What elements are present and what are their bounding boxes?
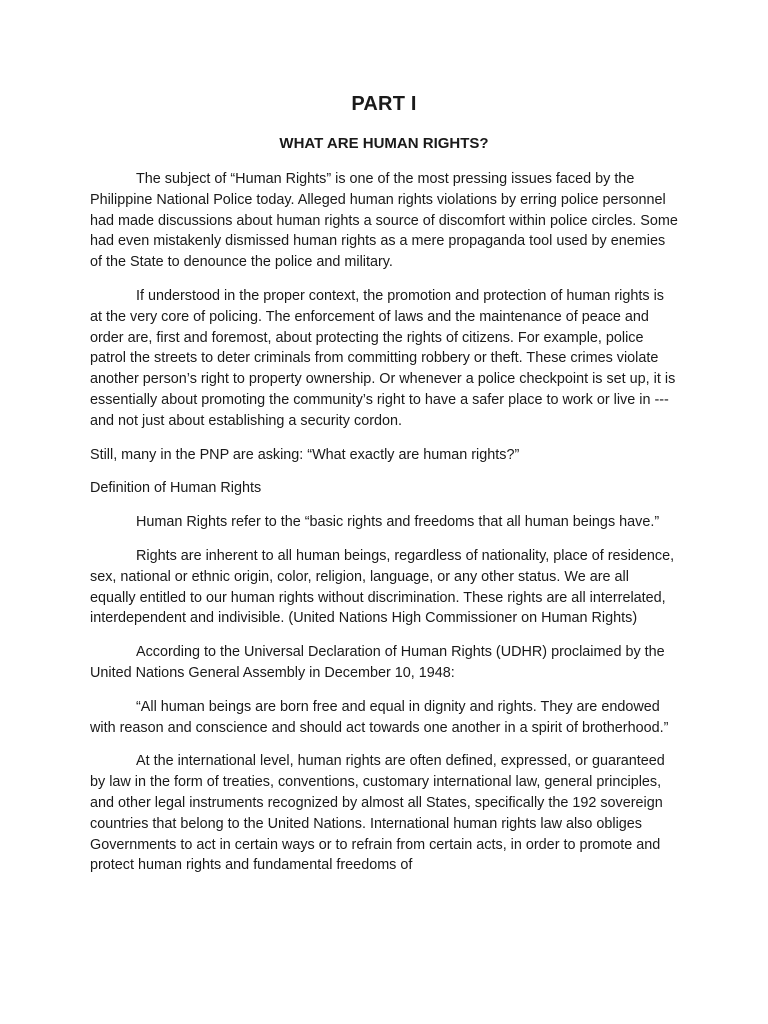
paragraph-subject: The subject of “Human Rights” is one of the most pressing issues faced by the Philippine National Police today. Alleged human rights violations by erring police personnel had made discussions about human rights a source of discomfort within police circles. Some had even mistakenly dismissed human rights as a mere propaganda tool used by enemies of the State to denounce the police and military.: [90, 171, 678, 271]
paragraph-question: Still, many in the PNP are asking: “What exactly are human rights?”: [90, 446, 520, 463]
paragraph-context: If understood in the proper context, the promotion and protection of human rights is at the very core of policing. The enforcement of laws and the maintenance of peace and order are, first and foremost, about protecting the rights of citizens. For example, police patrol the streets to deter criminals from committing robbery or theft. These crimes violate another person’s right to property ownership. Or whenever a police checkpoint is set up, it is essentially about promoting the community’s right to have a safer place to work or live in --- and not just about establishing a security cordon.: [90, 287, 676, 429]
paragraph-udhr: According to the Universal Declaration of Human Rights (UDHR) proclaimed by the United Nations General Assembly in December 10, 1948:: [90, 644, 665, 681]
section-title: WHAT ARE HUMAN RIGHTS?: [279, 135, 489, 152]
document-body: [90, 169, 678, 889]
paragraph-inherent: Rights are inherent to all human beings, regardless of nationality, place of residence, sex, national or ethnic origin, color, religion, language, or any other status. We are all equally entitled to our human rights without discrimination. These rights are all interrelated, interdependent and indivisible. (United Nations High Commissioner on Human Rights): [90, 547, 675, 627]
subheading-definition: Definition of Human Rights: [90, 480, 262, 497]
part-title: PART I: [351, 93, 417, 115]
paragraph-definition: Human Rights refer to the “basic rights and freedoms that all human beings have.”: [136, 514, 660, 531]
paragraph-quote: “All human beings are born free and equal in dignity and rights. They are endowed with reason and conscience and should act towards one another in a spirit of brotherhood.”: [90, 698, 669, 736]
paragraph-international: At the international level, human rights are often defined, expressed, or guaranteed by law in the form of treaties, conventions, customary international law, general principles, and other legal instruments recognized by almost all States, specifically the 192 sovereign countries that belong to the United Nations. International human rights law also obliges Governments to act in certain ways or to refrain from certain acts, in order to promote and protect human rights and fundamental freedoms of: [90, 753, 665, 874]
